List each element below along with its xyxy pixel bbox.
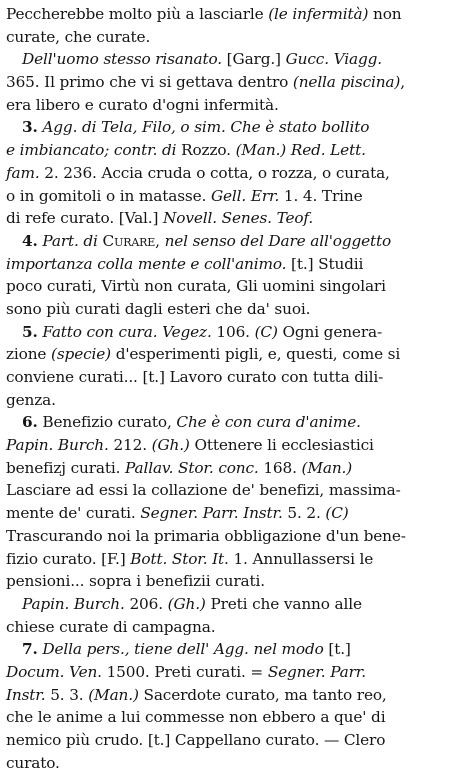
text-run: curate, che curate.	[6, 27, 151, 46]
text-run: Trascurando noi la primaria obbligazione d'un bene-	[6, 526, 406, 545]
text-run: (Man.)	[88, 685, 139, 704]
text-run: mente de' curati.	[6, 504, 141, 523]
text-run: Curare	[102, 231, 156, 250]
text-line	[6, 593, 468, 616]
text-line	[6, 457, 468, 480]
text-run: Papin. Burch.	[6, 436, 109, 455]
text-run: (C)	[325, 504, 349, 523]
text-line	[6, 411, 468, 434]
text-run: Sacerdote curato, ma tanto reo,	[138, 685, 387, 704]
text-run: Peccherebbe molto più a lasciarle	[6, 5, 269, 23]
text-run: Lasciare ad essi la collazione de' benefizi, massima-	[6, 481, 401, 500]
text-run: 6.	[22, 413, 38, 432]
text-line	[6, 253, 468, 276]
text-run: Ottenere li ecclesiastici	[189, 436, 374, 455]
text-run: zione	[6, 345, 52, 364]
text-run: che le anime a lui commesse non ebbero a que' di	[6, 708, 386, 727]
text-run: Agg. di Tela, Filo, o sim. Che è stato bollito	[42, 118, 370, 137]
text-line	[6, 139, 468, 162]
text-run: Dell'uomo stesso risanato.	[22, 50, 222, 69]
text-run: fam.	[6, 163, 40, 182]
text-run: Gell. Err.	[210, 186, 280, 205]
text-run: [t.] Studii	[286, 254, 364, 273]
text-run: nel senso del Dare all'oggetto	[164, 231, 392, 250]
text-run: [t.]	[323, 640, 351, 659]
text-run: chiese curate di campagna.	[6, 617, 216, 636]
text-run: benefizj curati.	[6, 458, 126, 477]
text-run: (Gh.)	[167, 594, 206, 613]
text-run: Fatto con cura. Vegez.	[42, 322, 212, 341]
text-run: 212.	[108, 436, 152, 455]
text-line	[6, 525, 468, 548]
text-run: 2. 236. Accia cruda o cotta, o rozza, o curata,	[39, 163, 390, 182]
text-run: importanza colla mente e coll'animo.	[6, 254, 287, 273]
text-line	[6, 479, 468, 502]
text-line	[6, 570, 468, 593]
text-line	[6, 752, 468, 774]
text-line	[6, 230, 468, 253]
text-line	[6, 275, 468, 298]
text-run: o in gomitoli o in matasse.	[6, 186, 211, 205]
text-run: 106.	[211, 322, 255, 341]
text-run: ,	[155, 231, 165, 250]
text-line	[6, 71, 468, 94]
text-run: e imbiancato; contr. di	[6, 141, 177, 160]
text-line	[6, 502, 468, 525]
text-line	[6, 616, 468, 639]
text-run: conviene curati... [t.] Lavoro curato con tutta dili-	[6, 368, 384, 386]
text-run: 3.	[22, 118, 38, 137]
text-run: (specie)	[51, 345, 111, 364]
text-run: 1. Annullassersi le	[228, 549, 374, 568]
text-line	[6, 434, 468, 457]
text-line	[6, 48, 468, 71]
text-run: 7.	[22, 640, 38, 659]
text-run: (Man.)	[301, 458, 353, 477]
text-run: Segner. Parr.	[267, 662, 366, 681]
text-run: 168.	[258, 458, 302, 477]
text-run: Che è con cura d'anime.	[176, 413, 361, 432]
text-run: 206.	[124, 594, 168, 613]
text-line	[6, 162, 468, 185]
text-run: 5. 2.	[282, 504, 326, 523]
text-line	[6, 26, 468, 49]
text-run: Pallav. Stor. conc.	[125, 458, 259, 477]
text-run: di refe curato. [Val.]	[6, 209, 164, 228]
text-run: (Gh.)	[151, 436, 190, 455]
text-run: 1500. Preti curati. =	[101, 662, 268, 681]
text-run: Bott. Stor. It.	[130, 549, 229, 568]
text-line	[6, 706, 468, 729]
text-run: Instr.	[6, 685, 46, 704]
text-run: Preti che vanno alle	[205, 594, 362, 613]
text-run: Novell. Senes. Teof.	[163, 209, 314, 228]
text-run: d'esperimenti pigli, e, questi, come si	[110, 345, 401, 364]
text-line	[6, 638, 468, 661]
text-run: nemico più crudo. [t.] Cappellano curato. — Clero	[6, 731, 386, 749]
text-run: 1. 4. Trine	[279, 186, 363, 205]
text-run: (nella piscina)	[292, 73, 401, 92]
text-run: pensioni... sopra i benefizii curati.	[6, 572, 265, 591]
text-run: curato.	[6, 753, 60, 772]
text-line	[6, 548, 468, 571]
text-line	[6, 684, 468, 707]
text-line	[6, 389, 468, 412]
text-run: sono più curati dagli esteri che da' suoi.	[6, 299, 311, 318]
text-run: Benefizio curato,	[37, 413, 177, 432]
text-run: 5. 3.	[45, 685, 89, 704]
text-line	[6, 343, 468, 366]
text-run: Della pers., tiene dell' Agg. nel modo	[42, 640, 324, 659]
text-run: Ogni genera-	[277, 322, 382, 341]
dictionary-page	[6, 3, 468, 774]
text-run: non	[368, 5, 402, 23]
text-run: Docum. Ven.	[6, 662, 102, 681]
text-line	[6, 94, 468, 117]
text-run: Segner. Parr. Instr.	[140, 504, 283, 523]
text-run: Rozzo.	[176, 141, 236, 160]
text-run: 365. Il primo che vi si gettava dentro	[6, 73, 293, 92]
text-line	[6, 729, 468, 752]
text-run: [Garg.]	[221, 50, 286, 69]
text-run: Part. di	[42, 231, 98, 250]
text-run: poco curati, Virtù non curata, Gli uomini singolari	[6, 277, 386, 296]
text-run: 4.	[22, 231, 38, 250]
text-line	[6, 3, 468, 26]
text-run: genza.	[6, 390, 56, 409]
text-line	[6, 116, 468, 139]
text-run: Gucc. Viagg.	[285, 50, 382, 69]
text-line	[6, 185, 468, 208]
text-line	[6, 366, 468, 389]
text-line	[6, 298, 468, 321]
text-run: (Man.) Red. Lett.	[235, 141, 366, 160]
text-line	[6, 207, 468, 230]
text-run: era libero e curato d'ogni infermità.	[6, 95, 279, 114]
text-line	[6, 321, 468, 344]
text-line	[6, 661, 468, 684]
text-run: (C)	[254, 322, 278, 341]
text-run: 5.	[22, 322, 38, 341]
text-run: ,	[400, 73, 405, 92]
text-run: (le infermità)	[268, 5, 369, 23]
text-run: Papin. Burch.	[22, 594, 125, 613]
text-run: fizio curato. [F.]	[6, 549, 131, 568]
